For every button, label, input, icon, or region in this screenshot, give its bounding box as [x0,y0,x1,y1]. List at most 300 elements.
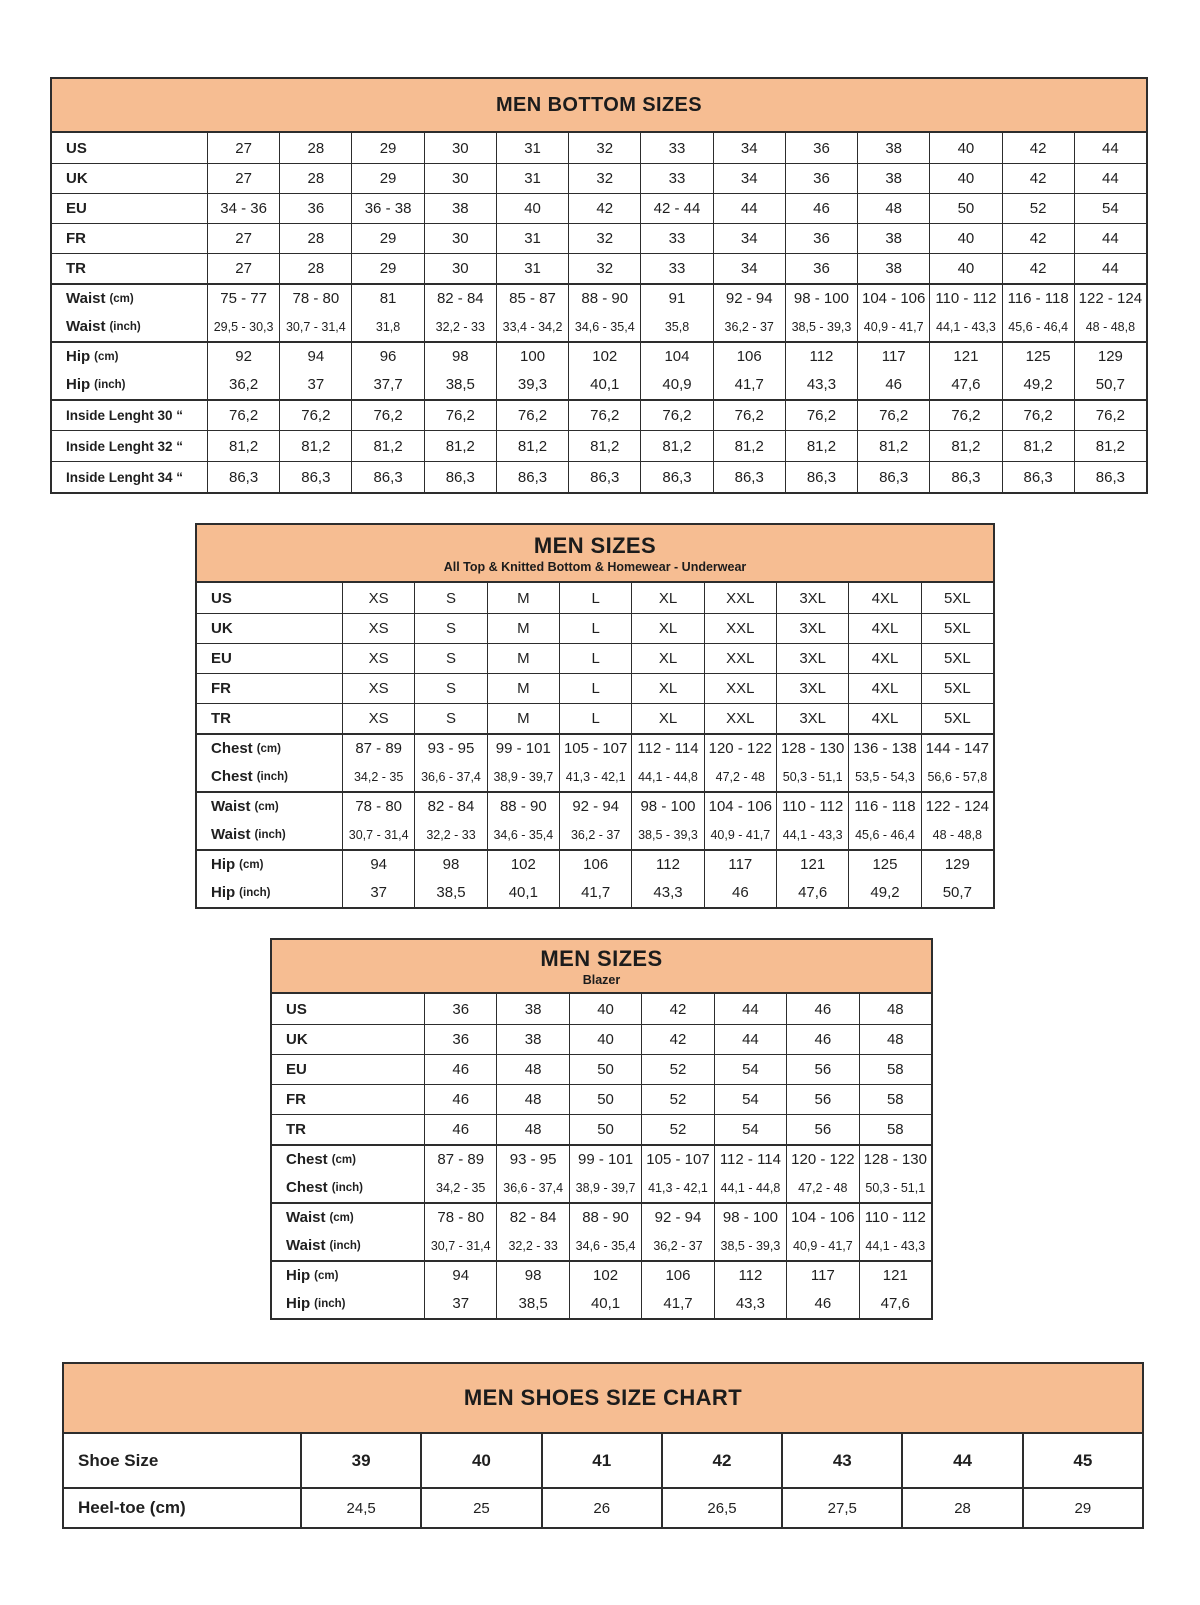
row-label-unit: (cm) [329,1211,354,1224]
row-label-text: UK [66,170,88,187]
row-label [197,673,342,703]
row-label [52,370,207,399]
row-label-text: Hip [211,856,236,873]
cell: 37,7 [351,370,423,399]
row-label [197,820,342,849]
cell: 86,3 [857,461,929,492]
row-label-text: FR [286,1091,306,1108]
cell: 86,3 [351,461,423,492]
cell: L [559,583,631,613]
cell: 81,2 [640,430,712,461]
cell: 41,7 [641,1289,713,1318]
row-label-unit: (cm) [331,1153,356,1166]
row-label-unit: (inch) [331,1181,363,1194]
cell: 4XL [848,583,920,613]
cell: 31 [496,163,568,193]
cell: 86,3 [1074,461,1146,492]
cell: 32,2 - 33 [414,820,486,849]
men-shoes-table [62,1362,1144,1529]
cell: 54 [714,1084,786,1114]
cell: M [487,673,559,703]
cell: XL [631,703,703,733]
cell: 86,3 [496,461,568,492]
row-label-unit: (inch) [256,770,288,783]
row-label [272,1114,424,1144]
cell: S [414,583,486,613]
cell: M [487,583,559,613]
cell: 38 [857,163,929,193]
cell: 116 - 118 [848,791,920,820]
row-label-unit: (inch) [329,1239,361,1252]
cell: 43,3 [714,1289,786,1318]
cell: 99 - 101 [487,733,559,762]
cell: 86,3 [279,461,351,492]
cell: 44 [1074,163,1146,193]
cell: 28 [279,253,351,283]
cell: 112 - 114 [631,733,703,762]
cell: 104 - 106 [704,791,776,820]
table-subtitle: All Top & Knitted Bottom & Homewear - Underwear [443,559,747,574]
row-label-unit: (inch) [254,828,286,841]
row-label-text: EU [286,1061,307,1078]
cell: 81,2 [279,430,351,461]
table-title: MEN SHOES SIZE CHART [463,1385,743,1410]
cell: 76,2 [1002,399,1074,430]
cell: 48 [859,994,931,1024]
row-label [52,312,207,341]
cell: 136 - 138 [848,733,920,762]
cell: 30,7 - 31,4 [279,312,351,341]
cell: 36 [279,193,351,223]
cell: S [414,673,486,703]
men-bottom-sizes-table [50,77,1148,494]
cell: L [559,673,631,703]
cell: 53,5 - 54,3 [848,762,920,791]
cell: 4XL [848,703,920,733]
cell: 28 [279,133,351,163]
cell: 117 [786,1260,858,1289]
cell: 34 [713,163,785,193]
row-label-unit: (inch) [239,886,271,899]
cell: 54 [714,1114,786,1144]
cell: 40,9 - 41,7 [857,312,929,341]
cell: XXL [704,583,776,613]
cell: 44,1 - 44,8 [631,762,703,791]
cell: 93 - 95 [496,1144,568,1173]
row-label-text: Waist [66,290,106,307]
cell: 50,3 - 51,1 [859,1173,931,1202]
cell: 32,2 - 33 [424,312,496,341]
cell: S [414,613,486,643]
cell: XXL [704,613,776,643]
cell: L [559,613,631,643]
row-label [52,253,207,283]
cell: 38,5 [414,878,486,907]
cell: 33 [640,253,712,283]
cell: 76,2 [640,399,712,430]
cell: 92 - 94 [641,1202,713,1231]
cell: 86,3 [640,461,712,492]
cell: 44,1 - 43,3 [776,820,848,849]
cell: 45,6 - 46,4 [1002,312,1074,341]
cell: 31,8 [351,312,423,341]
cell: 29 [351,223,423,253]
table-header [197,525,993,583]
cell: 46 [704,878,776,907]
row-label [272,1144,424,1173]
cell: 40,9 [640,370,712,399]
cell: 41,3 - 42,1 [559,762,631,791]
cell: 42 [641,994,713,1024]
cell: 29 [1022,1487,1142,1527]
cell: 105 - 107 [559,733,631,762]
cell: 81,2 [929,430,1001,461]
cell: 46 [786,1024,858,1054]
cell: 82 - 84 [424,283,496,312]
cell: 44 [713,193,785,223]
cell: S [414,703,486,733]
cell: 58 [859,1084,931,1114]
cell: XXL [704,673,776,703]
row-label [197,762,342,791]
cell: 52 [641,1054,713,1084]
table-header [64,1364,1142,1434]
cell: 45,6 - 46,4 [848,820,920,849]
cell: 88 - 90 [568,283,640,312]
cell: M [487,613,559,643]
cell: 34 - 36 [207,193,279,223]
cell: 106 [641,1260,713,1289]
cell: 112 [631,849,703,878]
cell: 50,7 [921,878,993,907]
cell: 81,2 [1074,430,1146,461]
cell: 76,2 [207,399,279,430]
cell: 36 [424,1024,496,1054]
row-label [64,1487,300,1527]
row-label [64,1434,300,1487]
cell: 56 [786,1084,858,1114]
row-label [272,1054,424,1084]
cell: XL [631,643,703,673]
row-label [272,1173,424,1202]
cell: 38 [496,1024,568,1054]
cell: 117 [857,341,929,370]
table-title: MEN BOTTOM SIZES [495,93,703,116]
cell: 43,3 [631,878,703,907]
cell: 128 - 130 [776,733,848,762]
cell: 121 [776,849,848,878]
cell: 50,7 [1074,370,1146,399]
cell: 92 - 94 [559,791,631,820]
cell: 86,3 [207,461,279,492]
cell: 38 [857,223,929,253]
cell: 104 [640,341,712,370]
cell: 29 [351,133,423,163]
row-label [272,1260,424,1289]
cell: 93 - 95 [414,733,486,762]
row-label [52,461,207,492]
cell: 46 [786,1289,858,1318]
cell: XL [631,613,703,643]
cell: 81,2 [568,430,640,461]
cell: 27 [207,253,279,283]
cell: 92 [207,341,279,370]
cell: 41,7 [713,370,785,399]
cell: 104 - 106 [857,283,929,312]
cell: 50 [929,193,1001,223]
cell: 112 - 114 [714,1144,786,1173]
cell: 44,1 - 43,3 [859,1231,931,1260]
row-label-text: UK [211,620,233,637]
cell: 112 [714,1260,786,1289]
cell: 81,2 [351,430,423,461]
cell: 44 [901,1434,1021,1487]
cell: 5XL [921,643,993,673]
cell: 48 [859,1024,931,1054]
cell: 86,3 [568,461,640,492]
cell: 88 - 90 [487,791,559,820]
cell: 37 [342,878,414,907]
row-label-text: Waist [286,1237,326,1254]
cell: 36 [424,994,496,1024]
cell: 76,2 [568,399,640,430]
cell: 36 [785,223,857,253]
cell: 44 [1074,223,1146,253]
row-label-text: Waist [211,798,251,815]
cell: 3XL [776,673,848,703]
cell: 52 [641,1084,713,1114]
cell: 28 [279,223,351,253]
cell: 91 [640,283,712,312]
row-label [197,703,342,733]
cell: 47,2 - 48 [704,762,776,791]
cell: XS [342,613,414,643]
cell: 102 [568,341,640,370]
row-label [197,791,342,820]
men-sizes-top-table [195,523,995,909]
cell: 42 [1002,163,1074,193]
cell: 40 [569,1024,641,1054]
row-label-text: UK [286,1031,308,1048]
cell: 48 [496,1114,568,1144]
cell: 4XL [848,673,920,703]
row-label [197,613,342,643]
row-label-unit: (cm) [109,292,134,305]
cell: 40,1 [568,370,640,399]
cell: 5XL [921,613,993,643]
cell: 36,2 - 37 [713,312,785,341]
cell: 76,2 [279,399,351,430]
cell: 129 [921,849,993,878]
row-label-unit: (cm) [94,350,119,363]
row-label [197,583,342,613]
cell: 38,5 [496,1289,568,1318]
cell: 48 [857,193,929,223]
cell: 58 [859,1054,931,1084]
row-label-text: Hip [286,1295,311,1312]
cell: 106 [713,341,785,370]
cell: 42 [568,193,640,223]
cell: M [487,703,559,733]
cell: 47,6 [776,878,848,907]
cell: 75 - 77 [207,283,279,312]
cell: 44 [714,994,786,1024]
cell: 50 [569,1054,641,1084]
row-label-text: Hip [66,348,91,365]
cell: 36,2 - 37 [641,1231,713,1260]
cell: 34 [713,253,785,283]
row-label [52,430,207,461]
cell: 125 [848,849,920,878]
cell: 44 [1074,253,1146,283]
cell: 98 - 100 [631,791,703,820]
cell: 40,9 - 41,7 [704,820,776,849]
cell: 44 [714,1024,786,1054]
row-label [272,1289,424,1318]
row-label-text: Shoe Size [78,1450,159,1470]
cell: 58 [859,1114,931,1144]
cell: 38 [424,193,496,223]
cell: XS [342,703,414,733]
row-label-text: US [211,589,232,607]
cell: 121 [929,341,1001,370]
row-label [272,1084,424,1114]
cell: 48 - 48,8 [1074,312,1146,341]
row-label [272,1024,424,1054]
row-label-text: Chest [286,1151,328,1168]
cell: 44,1 - 43,3 [929,312,1001,341]
cell: 38,5 - 39,3 [714,1231,786,1260]
row-label-text: Heel-toe (cm) [78,1498,186,1517]
row-label-text: Waist [286,1209,326,1226]
cell: 76,2 [496,399,568,430]
cell: 86,3 [424,461,496,492]
row-label [52,399,207,430]
cell: 40 [420,1434,540,1487]
cell: XXL [704,643,776,673]
cell: 43,3 [785,370,857,399]
cell: 120 - 122 [704,733,776,762]
cell: 76,2 [929,399,1001,430]
cell: 40 [929,223,1001,253]
cell: 117 [704,849,776,878]
cell: 37 [279,370,351,399]
row-label-unit: (cm) [314,1269,339,1282]
cell: 42 [1002,223,1074,253]
cell: 38,5 - 39,3 [631,820,703,849]
cell: 110 - 112 [929,283,1001,312]
cell: 86,3 [785,461,857,492]
cell: 76,2 [424,399,496,430]
cell: 98 [414,849,486,878]
cell: 4XL [848,643,920,673]
cell: 36,6 - 37,4 [414,762,486,791]
cell: 41,3 - 42,1 [641,1173,713,1202]
cell: 32 [568,253,640,283]
cell: 32 [568,223,640,253]
cell: 24,5 [300,1487,420,1527]
cell: 34 [713,223,785,253]
cell: 81,2 [1002,430,1074,461]
cell: 28 [279,163,351,193]
row-label-text: Inside Lenght 32 “ [66,438,184,454]
row-label-text: Chest [211,768,253,785]
cell: 46 [785,193,857,223]
cell: 98 [424,341,496,370]
cell: L [559,643,631,673]
cell: 37 [424,1289,496,1318]
cell: 40 [929,163,1001,193]
cell: 54 [1074,193,1146,223]
cell: XXL [704,703,776,733]
cell: 81,2 [713,430,785,461]
cell: 122 - 124 [921,791,993,820]
cell: XL [631,583,703,613]
row-label [52,193,207,223]
cell: 56 [786,1114,858,1144]
cell: 50,3 - 51,1 [776,762,848,791]
cell: 76,2 [1074,399,1146,430]
cell: 81,2 [424,430,496,461]
cell: 86,3 [1002,461,1074,492]
row-label-text: Inside Lenght 30 “ [66,408,184,423]
cell: 99 - 101 [569,1144,641,1173]
men-sizes-blazer-table [270,938,933,1320]
row-label [52,223,207,253]
row-label-text: Waist [211,826,251,843]
row-label-text: Waist [66,318,106,335]
cell: 34 [713,133,785,163]
cell: 46 [424,1054,496,1084]
cell: 40,1 [569,1289,641,1318]
cell: 33,4 - 34,2 [496,312,568,341]
cell: 26 [541,1487,661,1527]
cell: 76,2 [351,399,423,430]
cell: 128 - 130 [859,1144,931,1173]
cell: 112 [785,341,857,370]
cell: 38 [857,253,929,283]
cell: 27 [207,163,279,193]
cell: 36,6 - 37,4 [496,1173,568,1202]
cell: 30,7 - 31,4 [424,1231,496,1260]
cell: 78 - 80 [279,283,351,312]
row-label [52,283,207,312]
cell: 41 [541,1434,661,1487]
cell: 42 [661,1434,781,1487]
row-label-text: TR [211,710,231,727]
cell: 76,2 [857,399,929,430]
cell: 144 - 147 [921,733,993,762]
cell: 85 - 87 [496,283,568,312]
row-label-unit: (inch) [94,378,126,391]
row-label-unit: (cm) [256,742,281,755]
cell: 76,2 [785,399,857,430]
cell: 3XL [776,703,848,733]
cell: 39 [300,1434,420,1487]
cell: 4XL [848,613,920,643]
cell: 41,7 [559,878,631,907]
cell: 40,1 [487,878,559,907]
cell: 102 [569,1260,641,1289]
cell: 25 [420,1487,540,1527]
cell: XS [342,643,414,673]
row-label-text: Chest [211,740,253,757]
cell: 38,9 - 39,7 [569,1173,641,1202]
cell: 36 - 38 [351,193,423,223]
row-label [52,163,207,193]
cell: 27 [207,133,279,163]
cell: 40 [569,994,641,1024]
